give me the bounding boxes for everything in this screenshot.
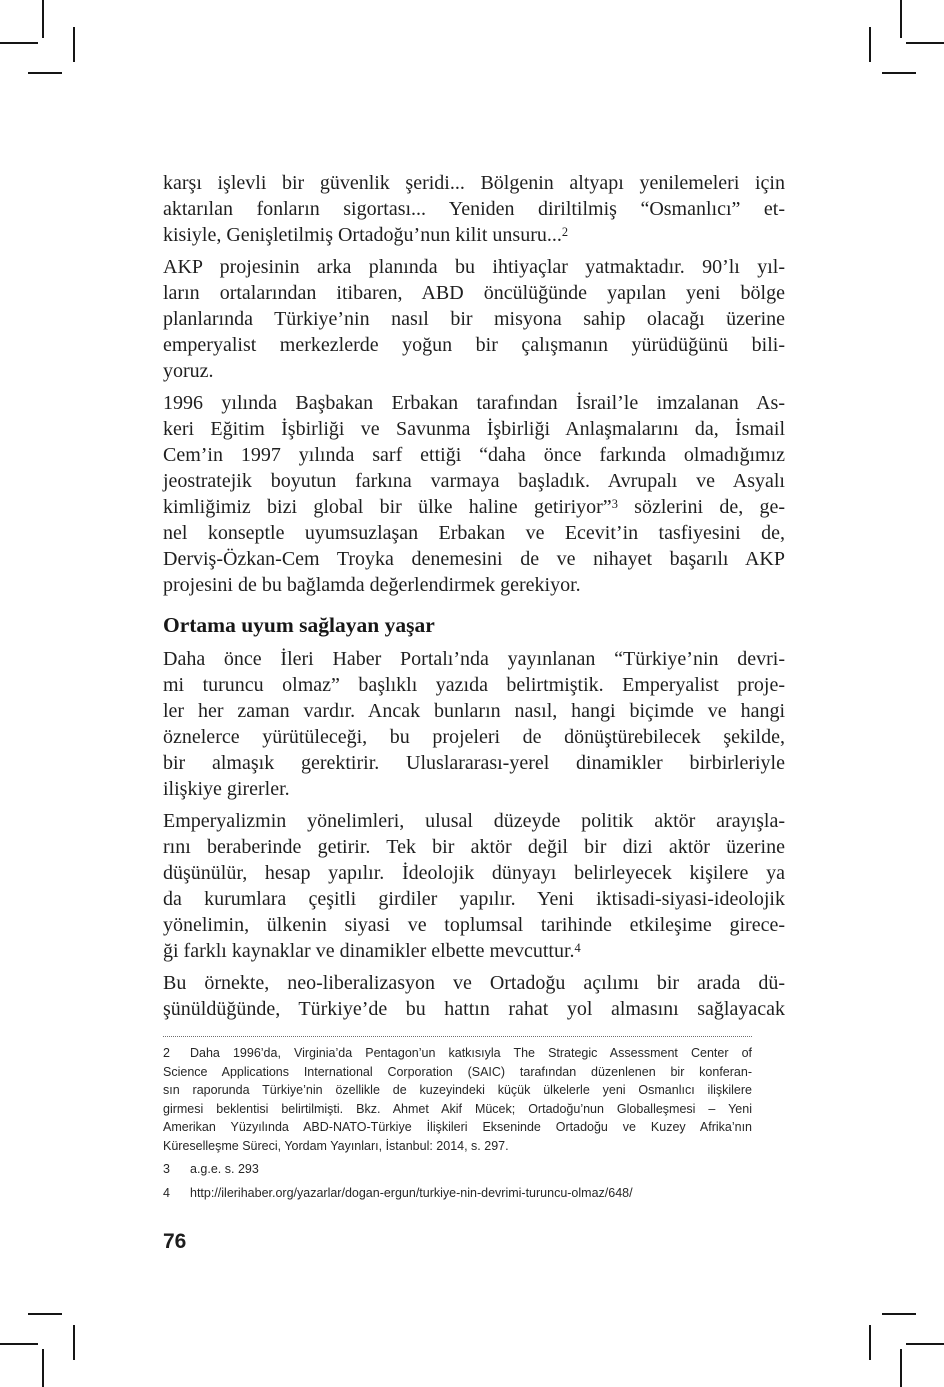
text-line: emperyalist merkezlerde yoğun bir çalışmanın yürüdüğünü bili- <box>163 334 785 356</box>
crop-mark-bottom-right-horizontal-outer <box>906 1343 944 1345</box>
text-line: mi turuncu olmaz” başlıklı yazıda belirtmiştik. Emperyalist proje- <box>163 674 785 696</box>
footnote-number: 4 <box>163 1185 170 1200</box>
crop-mark-bottom-left-horizontal-outer <box>0 1343 38 1345</box>
text-line: şünüldüğünde, Türkiye’de bu hattın rahat yol almasını sağlayacak <box>163 998 785 1020</box>
text-line: projesini de bu bağlamda değerlendirmek gerekiyor. <box>163 574 581 596</box>
footnote-line: Science Applications International Corporation (SAIC) tarafından düzenlenen bir konferan- <box>163 1064 752 1079</box>
text-line: planlarında Türkiye’nin nasıl bir misyona sahip olacağı üzerine <box>163 308 785 330</box>
text-line: yönelimin, ülkenin siyasi ve toplumsal tarihinde etkileşime girece- <box>163 914 785 936</box>
crop-mark-top-right-vertical-inner <box>869 27 871 62</box>
crop-mark-bottom-right-horizontal-inner <box>882 1313 916 1315</box>
footnote <box>163 1044 752 1155</box>
text-line: kimliğimiz bizi global bir ülke haline getiriyor”$^3$ sözlerini de, ge- <box>163 496 786 518</box>
text-line: ilişkiye girerler. <box>163 778 290 800</box>
crop-mark-bottom-left-horizontal-inner <box>28 1313 62 1315</box>
text-line: jeostratejik boyutun farkına varmaya başladık. Avrupalı ve Asyalı <box>163 470 785 492</box>
text-line: Bu örnekte, neo-liberalizasyon ve Ortadoğu açılımı bir arada dü- <box>163 972 785 994</box>
text-line: kisiyle, Genişletilmiş Ortadoğu’nun kilit unsuru...$^2$ <box>163 224 569 246</box>
footnote-line: sın raporunda Türkiye’nin özellikle de kuzeyindeki küçük ülkelerle yeni Osmanlıcı ilişkilere <box>163 1083 752 1097</box>
footnote-reference: 3 <box>611 497 618 512</box>
text-line: düşünülür, hesap yapılır. İdeolojik dünyayı belirleyecek kişilere ya <box>163 862 785 884</box>
paragraph <box>163 808 785 964</box>
text-line: nel konseptle uyumsuzlaşan Erbakan ve Ecevit’in tasfiyesini de, <box>163 522 785 544</box>
text-line: Cem’in 1997 yılında sarf ettiği “daha önce farkında olmadığımız <box>163 444 785 466</box>
footnote-line: Küreselleşme Süreci, Yordam Yayınları, İstanbul: 2014, s. 297. <box>163 1138 509 1153</box>
footnote-line: girmesi beklentisi belirtilmişti. Bkz. Ahmet Akif Mücek; Ortadoğu’nun Globalleşmesi – Yeni <box>163 1101 752 1116</box>
text-line: ği farklı kaynaklar ve dinamikler elbette mevcuttur.$^4$ <box>163 940 581 962</box>
paragraph <box>163 646 785 802</box>
crop-mark-bottom-left-vertical-outer <box>42 1349 44 1387</box>
paragraph <box>163 390 785 598</box>
text-line: aktarılan fonların sigortası... Yeniden diriltilmiş “Osmanlıcı” et- <box>163 198 785 220</box>
crop-mark-top-right-vertical-outer <box>900 0 902 38</box>
body-text-block <box>163 170 785 1028</box>
crop-mark-bottom-right-vertical-inner <box>869 1325 871 1360</box>
text-line: karşı işlevli bir güvenlik şeridi... Bölgenin altyapı yenilemeleri için <box>163 172 785 194</box>
crop-mark-top-right-horizontal-outer <box>906 42 944 44</box>
text-line: 1996 yılında Başbakan Erbakan tarafından İsrail’le imzalanan As- <box>163 392 785 414</box>
footnotes-section <box>163 1036 752 1207</box>
crop-mark-bottom-left-vertical-inner <box>73 1325 75 1360</box>
text-line: AKP projesinin arka planında bu ihtiyaçlar yatmaktadır. 90’lı yıl- <box>163 256 785 278</box>
crop-mark-top-left-horizontal-inner <box>28 72 62 74</box>
section-heading: Ortama uyum sağlayan yaşar <box>163 613 435 637</box>
paragraph <box>163 170 785 248</box>
paragraph <box>163 254 785 384</box>
text-line: Derviş-Özkan-Cem Troyka denemesini de ve nihayet başarılı AKP <box>163 548 785 570</box>
footnote-line: 4 http://ilerihaber.org/yazarlar/dogan-ergun/turkiye-nin-devrimi-turuncu-olmaz/648/ <box>163 1184 752 1203</box>
text-line: yoruz. <box>163 360 214 382</box>
crop-mark-top-left-vertical-outer <box>42 0 44 38</box>
text-line: bir almaşık gerektirir. Uluslararası-yerel dinamikler birbirleriyle <box>163 752 785 774</box>
footnote-line: 2 Daha 1996’da, Virginia’da Pentagon’un katkısıyla The Strategic Assessment Center of <box>163 1044 752 1063</box>
text-line: öznelerce yürütüleceği, bu projeleri de dönüştürebilecek şekilde, <box>163 726 785 748</box>
footnote-line: 3 a.g.e. s. 293 <box>163 1160 752 1179</box>
footnote <box>163 1160 752 1179</box>
footnote <box>163 1184 752 1203</box>
footnote-separator-rule <box>163 1036 752 1037</box>
text-line: da kurumlara çeşitli girdiler yapılır. Yeni iktisadi-siyasi-ideolojik <box>163 888 785 910</box>
text-line: ların ortalarından itibaren, ABD öncülüğünde yapılan yeni bölge <box>163 282 785 304</box>
text-line: Daha önce İleri Haber Portalı’nda yayınlanan “Türkiye’nin devri- <box>163 648 785 670</box>
crop-mark-top-left-horizontal-outer <box>0 42 38 44</box>
footnote-number: 3 <box>163 1162 170 1176</box>
page-number: 76 <box>163 1230 187 1253</box>
text-line: ler her zaman vardır. Ancak bunların nasıl, hangi biçimde ve hangi <box>163 700 785 722</box>
text-line: keri Eğitim İşbirliği ve Savunma İşbirliği Anlaşmalarını da, İsmail <box>163 418 785 440</box>
footnote-number: 2 <box>163 1046 170 1060</box>
crop-mark-top-left-vertical-inner <box>73 27 75 62</box>
crop-mark-bottom-right-vertical-outer <box>900 1349 902 1387</box>
footnote-reference: 2 <box>561 225 569 240</box>
text-line: rını beraberinde getirir. Tek bir aktör değil bir dizi aktör üzerine <box>163 836 785 858</box>
paragraph <box>163 970 785 1022</box>
footnote-reference: 4 <box>574 941 581 956</box>
footnote-list <box>163 1044 752 1202</box>
text-line: Emperyalizmin yönelimleri, ulusal düzeyde politik aktör arayışla- <box>163 810 785 832</box>
footnote-line: Amerikan Yüzyılında ABD-NATO-Türkiye İlişkileri Ekseninde Ortadoğu ve Kuzey Afrika’nın <box>163 1120 752 1134</box>
crop-mark-top-right-horizontal-inner <box>882 72 916 74</box>
